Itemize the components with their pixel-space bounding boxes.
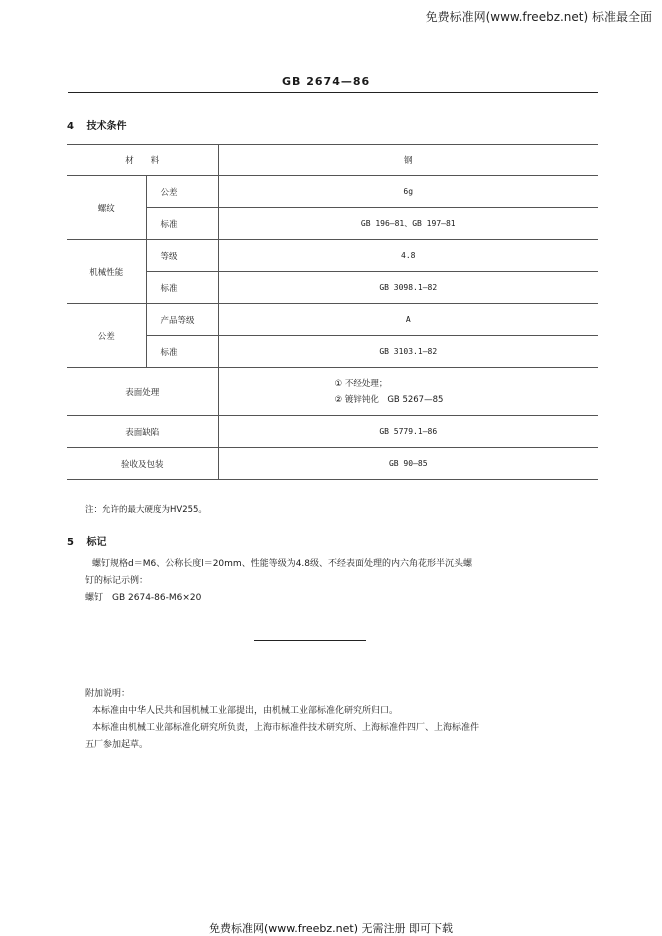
section-4-heading xyxy=(67,117,126,132)
table-row xyxy=(67,304,598,336)
appendix-line-1: 本标准由中华人民共和国机械工业部提出，由机械工业部标准化研究所归口。 xyxy=(92,706,399,716)
appendix-title: 附加说明： xyxy=(85,689,131,699)
header-material-value: 钢 xyxy=(218,145,598,176)
group-thread: 螺纹 xyxy=(67,176,146,240)
surface-treatment-line-1: ① 不经处理； xyxy=(334,378,388,389)
technical-conditions-table xyxy=(67,144,598,480)
marking-line-2: 钉的标记示例： xyxy=(85,576,149,586)
group-tolerance: 公差 xyxy=(67,304,146,368)
appendix-line-2: 本标准由机械工业部标准化研究所负责，上海市标准件技术研究所、上海标准件四厂、上海标准件 xyxy=(92,723,480,733)
row-label: 标准 xyxy=(146,208,218,240)
table-row xyxy=(67,368,598,416)
table-row xyxy=(67,272,598,304)
marking-example: 螺钉 GB 2674-86-M6×20 xyxy=(85,593,202,603)
row-value: GB 3103.1—82 xyxy=(218,336,598,368)
row-label: 标准 xyxy=(146,336,218,368)
section-4-title: 技术条件 xyxy=(86,121,127,132)
header-material: 材 料 xyxy=(67,145,218,176)
row-value: 6g xyxy=(218,176,598,208)
marking-line-1: 螺钉规格d＝M6、公称长度l＝20mm、性能等级为4.8级、不经表面处理的内六角花形半沉头螺 xyxy=(92,559,473,569)
table-row xyxy=(67,240,598,272)
group-mechanical: 机械性能 xyxy=(67,240,146,304)
section-5-title: 标记 xyxy=(86,537,107,548)
watermark-bottom: 免费标准网(www.freebz.net) 无需注册 即可下载 xyxy=(208,922,454,935)
surface-defects-label: 表面缺陷 xyxy=(67,416,218,448)
row-label: 等级 xyxy=(146,240,218,272)
surface-treatment-value xyxy=(218,368,598,416)
document-code: GB 2674—86 xyxy=(282,75,371,88)
row-label: 标准 xyxy=(146,272,218,304)
row-value: GB 3098.1—82 xyxy=(218,272,598,304)
table-note: 注：允许的最大硬度为HV255。 xyxy=(85,505,207,515)
section-5-heading xyxy=(67,533,106,548)
header-rule xyxy=(68,92,598,93)
appendix-line-3: 五厂参加起草。 xyxy=(85,740,149,750)
surface-defects-value: GB 5779.1—86 xyxy=(218,416,598,448)
table-row xyxy=(67,416,598,448)
row-value: A xyxy=(218,304,598,336)
table-row xyxy=(67,208,598,240)
row-value: 4.8 xyxy=(218,240,598,272)
section-4-number: 4 xyxy=(67,121,74,132)
section-divider xyxy=(254,640,366,641)
acceptance-value: GB 90—85 xyxy=(218,448,598,480)
table-row xyxy=(67,176,598,208)
surface-treatment-line-2: ② 镀锌钝化 GB 5267—85 xyxy=(334,394,444,405)
watermark-top: 免费标准网(www.freebz.net) 标准最全面 xyxy=(425,10,652,24)
table-header-row xyxy=(67,145,598,176)
surface-treatment-label: 表面处理 xyxy=(67,368,218,416)
acceptance-label: 验收及包装 xyxy=(67,448,218,480)
row-label: 公差 xyxy=(146,176,218,208)
table-row xyxy=(67,336,598,368)
row-label: 产品等级 xyxy=(146,304,218,336)
row-value: GB 196—81、GB 197—81 xyxy=(218,208,598,240)
table-row xyxy=(67,448,598,480)
section-5-number: 5 xyxy=(67,537,74,548)
